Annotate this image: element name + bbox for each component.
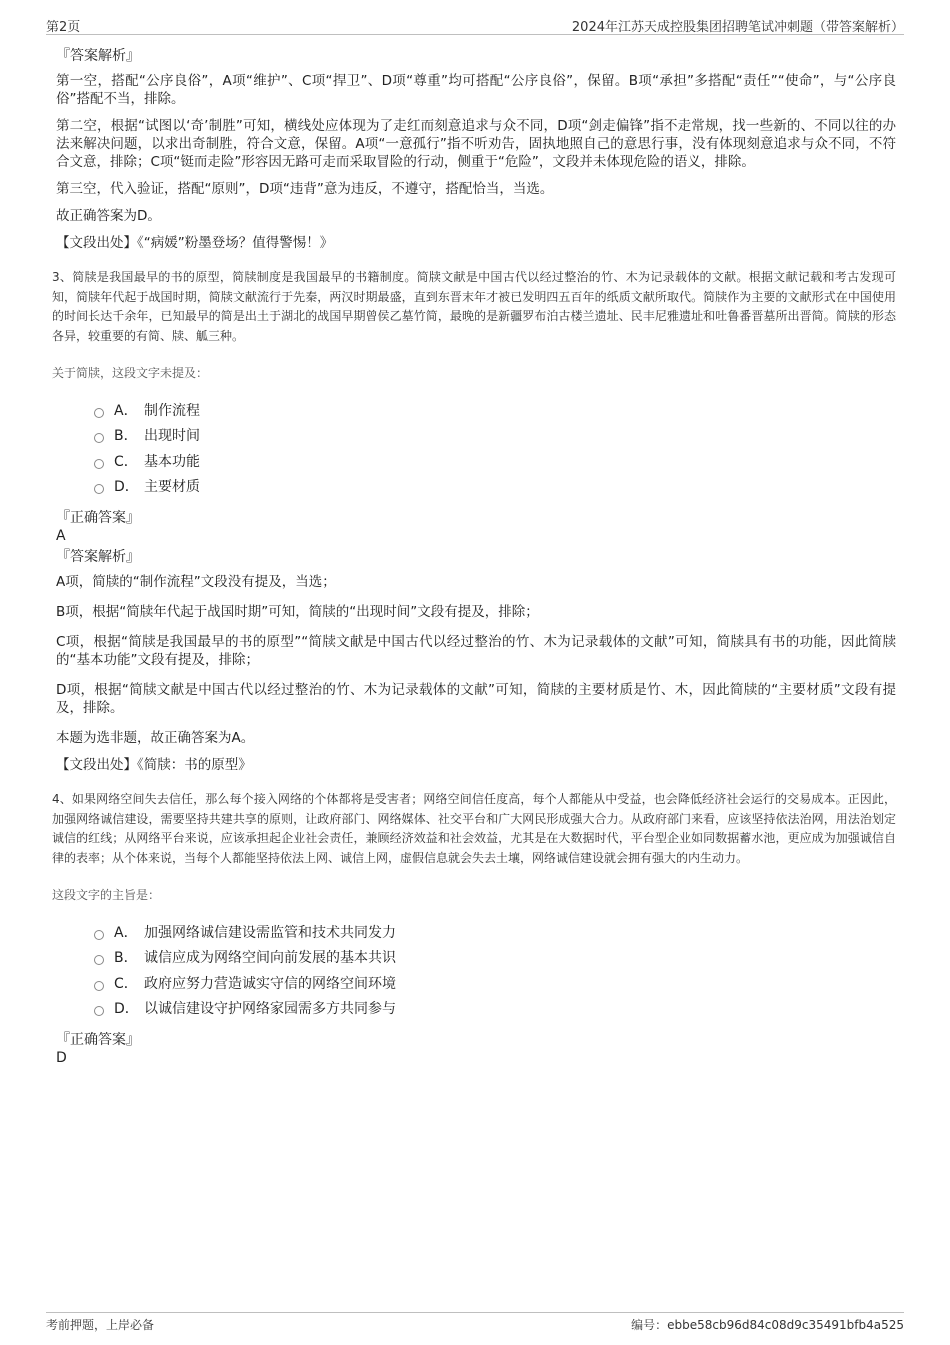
q2-analysis-paragraph: 第三空，代入验证，搭配“原则”，D项“违背”意为违反，不遵守，搭配恰当，当选。 (56, 181, 554, 197)
q3-correct-answer: A (56, 528, 66, 544)
option-text: 加强网络诚信建设需监管和技术共同发力 (144, 924, 396, 941)
q4-correct-answer: D (56, 1050, 67, 1066)
page-number: 第2页 (46, 20, 81, 35)
q2-analysis-paragraph: 故正确答案为D。 (56, 208, 161, 224)
option-letter: C． (114, 453, 138, 470)
q4-question-text: 4、如果网络空间失去信任，那么每个接入网络的个体都将是受害者；网络空间信任度高，每个人都能从中受益，也会降低经济社会运行的交易成本。正因此，加强网络诚信建设，需要坚持共建共享的原则，让政府部门、网络媒体、社交平台和广大网民形成强大合力。从政府部门来看，应该坚持依法治网，用法治划定诚信的红线；从网络平台来说，应该承担起企业社会责任，兼顾经济效益和社会效益，尤其是在大数据时代，平台型企业如同数据蓄水池，更应成为加强诚信自律的表率；从个体来说，当每个人都能坚持依法上网、诚信上网，虚假信息就会失去土壤，网络诚信建设就会拥有强大的内生动力。 (52, 792, 896, 865)
option-letter: B． (114, 428, 138, 445)
q3-analysis-label: 『答案解析』 (56, 549, 140, 565)
q3-source: 【文段出处】《简牍：书的原型》 (56, 757, 252, 773)
option-letter: D． (114, 479, 139, 496)
option-letter: D． (114, 1001, 139, 1018)
radio-icon[interactable] (94, 433, 104, 443)
q4-option-d[interactable] (94, 996, 896, 1022)
q4-correct-label: 『正确答案』 (56, 1032, 140, 1048)
option-text: 出现时间 (144, 428, 200, 445)
option-letter: C． (114, 975, 138, 992)
page-content (52, 46, 896, 1069)
radio-icon[interactable] (94, 459, 104, 469)
q2-analysis-label: 『答案解析』 (56, 48, 140, 64)
page-footer (46, 1312, 904, 1337)
q4-option-a[interactable] (94, 919, 896, 945)
option-text: 诚信应成为网络空间向前发展的基本共识 (144, 950, 396, 967)
q3-analysis-paragraph: C项，根据“简牍是我国最早的书的原型”“简牍文献是中国古代以经过整治的竹、木为记录载体的文献”可知，简牍具有书的功能，因此简牍的“基本功能”文段有提及，排除； (56, 634, 896, 668)
q2-analysis-paragraph: 第二空，根据“试图以‘奇’制胜”可知，横线处应体现为了走红而刻意追求与众不同，D项“剑走偏锋”指不走常规，找一些新的、不同以往的办法来解决问题，以求出奇制胜，符合文意，保留。A项“一意孤行”指不听劝告，固执地照自己的意思行事，没有体现刻意追求与众不同，不符合文意，排除；C项“铤而走险”形容因无路可走而采取冒险的行动，侧重于“危险”，文段并未体现危险的语义，排除。 (56, 118, 896, 170)
document-code: 编号：ebbe58cb96d84c08d9c35491bfb4a525 (631, 1318, 904, 1332)
radio-icon[interactable] (94, 955, 104, 965)
q3-analysis-paragraph: D项，根据“简牍文献是中国古代以经过整治的竹、木为记录载体的文献”可知，简牍的主要材质是竹、木，因此简牍的“主要材质”文段有提及，排除。 (56, 682, 896, 716)
radio-icon[interactable] (94, 1006, 104, 1016)
q4-options (94, 919, 896, 1021)
q2-source: 【文段出处】《“病媛”粉墨登场？值得警惕！》 (56, 235, 334, 251)
option-letter: B． (114, 950, 138, 967)
option-text: 主要材质 (144, 479, 200, 496)
option-text: 制作流程 (144, 402, 200, 419)
q4-option-b[interactable] (94, 945, 896, 971)
option-text: 以诚信建设守护网络家园需多方共同参与 (144, 1001, 396, 1018)
radio-icon[interactable] (94, 981, 104, 991)
option-text: 政府应努力营造诚实守信的网络空间环境 (144, 975, 396, 992)
radio-icon[interactable] (94, 484, 104, 494)
q3-correct-label: 『正确答案』 (56, 510, 140, 526)
q3-option-a[interactable] (94, 397, 896, 423)
option-letter: A． (114, 924, 138, 941)
document-title: 2024年江苏天成控股集团招聘笔试冲刺题（带答案解析） (571, 20, 904, 35)
radio-icon[interactable] (94, 408, 104, 418)
radio-icon[interactable] (94, 930, 104, 940)
q3-option-b[interactable] (94, 423, 896, 449)
q4-prompt: 这段文字的主旨是： (52, 888, 161, 902)
q3-question-text: 3、简牍是我国最早的书的原型，简牍制度是我国最早的书籍制度。简牍文献是中国古代以经过整治的竹、木为记录载体的文献。根据文献记载和考古发现可知，简牍年代起于战国时期，简牍文献流行于先秦，两汉时期最盛，直到东晋末年才被已发明四五百年的纸质文献所取代。简牍作为主要的文献形式在中国使用的时间长达千余年，已知最早的简是出土于湖北的战国早期曾侯乙墓竹简，最晚的是新疆罗布泊古楼兰遗址、民丰尼雅遗址和吐鲁番晋墓所出晋简。简牍的形态各异，较重要的有简、牍、觚三种。 (52, 270, 896, 343)
q3-analysis-paragraph: A项，简牍的“制作流程”文段没有提及，当选； (56, 574, 336, 590)
page-header (46, 14, 904, 35)
option-text: 基本功能 (144, 453, 200, 470)
q3-options (94, 397, 896, 499)
q2-analysis-paragraph: 第一空，搭配“公序良俗”，A项“维护”、C项“捍卫”、D项“尊重”均可搭配“公序良俗”，保留。B项“承担”多搭配“责任”“使命”，与“公序良俗”搭配不当，排除。 (56, 73, 896, 107)
option-letter: A． (114, 402, 138, 419)
q4-option-c[interactable] (94, 970, 896, 996)
q3-option-d[interactable] (94, 474, 896, 500)
q3-option-c[interactable] (94, 448, 896, 474)
q3-prompt: 关于简牍，这段文字未提及： (52, 366, 209, 380)
q3-analysis-paragraph: 本题为选非题，故正确答案为A。 (56, 730, 255, 746)
footer-slogan: 考前押题，上岸必备 (46, 1318, 155, 1332)
q3-analysis-paragraph: B项，根据“简牍年代起于战国时期”可知，简牍的“出现时间”文段有提及，排除； (56, 604, 539, 620)
